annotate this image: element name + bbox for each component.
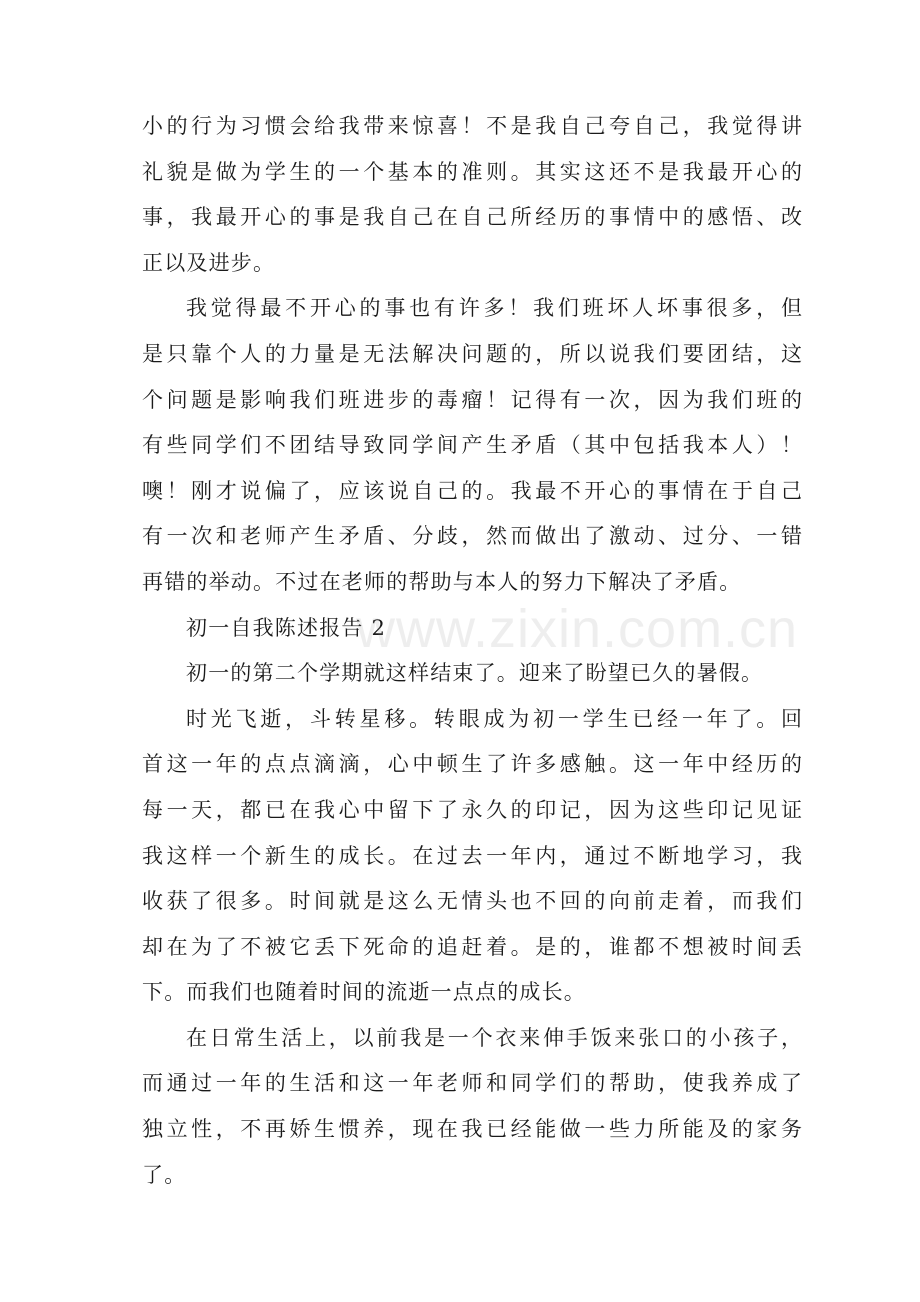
- text-line: 却在为了不被它丢下死命的追赶着。是的，谁都不想被时间丢: [142, 934, 802, 959]
- text-line: 噢！刚才说偏了，应该说自己的。我最不开心的事情在于自己: [142, 478, 802, 503]
- text-line: 了。: [142, 1162, 187, 1187]
- document-body: [142, 104, 802, 1198]
- text-line: 礼貌是做为学生的一个基本的准则。其实这还不是我最开心的: [142, 159, 802, 184]
- text-line: 小的行为习惯会给我带来惊喜！不是我自己夸自己，我觉得讲: [142, 114, 802, 138]
- text-line: 有一次和老师产生矛盾、分歧，然而做出了激动、过分、一错: [142, 524, 802, 549]
- text-line: 收获了很多。时间就是这么无情头也不回的向前走着，而我们: [142, 889, 802, 914]
- text-line: 首这一年的点点滴滴，心中顿生了许多感触。这一年中经历的: [142, 752, 802, 777]
- text-line: 在日常生活上，以前我是一个衣来伸手饭来张口的小孩子，: [186, 1025, 802, 1050]
- text-line: 正以及进步。: [142, 250, 276, 275]
- text-line: 而通过一年的生活和这一年老师和同学们的帮助，使我养成了: [142, 1071, 802, 1096]
- watermark: www.zixin.com.cn: [356, 599, 799, 659]
- text-line: 有些同学们不团结导致同学间产生矛盾（其中包括我本人）！: [142, 433, 802, 458]
- text-line: 每一天，都已在我心中留下了永久的印记，因为这些印记见证: [142, 797, 802, 822]
- text-line: 个问题是影响我们班进步的毒瘤！记得有一次，因为我们班的: [142, 387, 802, 412]
- text-line: 我这样一个新生的成长。在过去一年内，通过不断地学习，我: [142, 843, 802, 868]
- text-line: 独立性，不再娇生惯养，现在我已经能做一些力所能及的家务: [142, 1117, 802, 1142]
- text-line: 再错的举动。不过在老师的帮助与本人的努力下解决了矛盾。: [142, 569, 742, 594]
- text-line: 下。而我们也随着时间的流逝一点点的成长。: [142, 980, 586, 1005]
- text-line: 初一的第二个学期就这样结束了。迎来了盼望已久的暑假。: [186, 661, 764, 686]
- text-line: 我觉得最不开心的事也有许多！我们班坏人坏事很多，但: [186, 296, 802, 321]
- text-line: 时光飞逝，斗转星移。转眼成为初一学生已经一年了。回: [186, 706, 802, 731]
- text-line: 事，我最开心的事是我自己在自己所经历的事情中的感悟、改: [142, 205, 802, 230]
- text-line: 初一自我陈述报告 2: [186, 615, 387, 640]
- text-line: 是只靠个人的力量是无法解决问题的，所以说我们要团结，这: [142, 341, 802, 366]
